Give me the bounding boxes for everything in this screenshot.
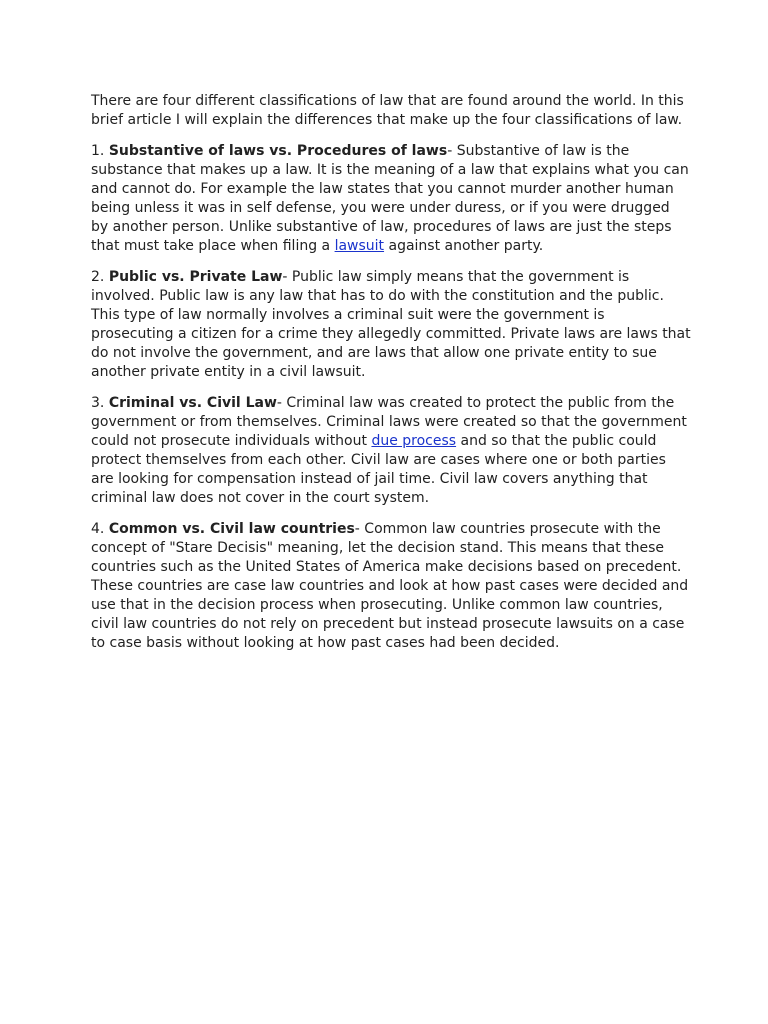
section-criminal-vs-civil <box>91 394 691 508</box>
section-number: 1. <box>91 143 109 159</box>
section-text-after-link: and so that the public could protect themselves from each other. Civil law are cases where one or both parties are looking for compensation instead of jail time. Civil law covers anything that criminal law does not cover in the court system. <box>91 433 666 506</box>
section-term: Common vs. Civil law countries <box>108 521 355 537</box>
section-common-vs-civil-countries <box>91 520 691 653</box>
section-term: Substantive of laws vs. Procedures of laws <box>108 143 448 159</box>
section-text: - Common law countries prosecute with the concept of "Stare Decisis" meaning, let the decision stand. This means that these countries such as the United States of America make decisions based on precedent. These countries are case law countries and look at how past cases were decided and use that in the decision process when prosecuting. Unlike common law countries, civil law countries do not rely on precedent but instead prosecute lawsuits on a case to case basis without looking at how past cases had been decided. <box>91 521 689 651</box>
section-term: Public vs. Private Law <box>108 269 283 285</box>
intro-paragraph: There are four different classifications of law that are found around the world. In this brief article I will explain the differences that make up the four classifications of law. <box>91 93 684 128</box>
lawsuit-link[interactable]: lawsuit <box>334 238 385 254</box>
document-body <box>91 92 691 665</box>
section-public-vs-private <box>91 268 691 382</box>
due-process-link[interactable]: due process <box>371 433 457 449</box>
section-text: - Criminal law was created to protect the public from the government or from themselves. Criminal laws were created so that the government could not prosecute individuals without <box>91 395 687 449</box>
section-text: - Substantive of law is the substance that makes up a law. It is the meaning of a law that explains what you can and cannot do. For example the law states that you cannot murder another human being unless it was in self defense, you were under duress, or if you were drugged by another person. Unlike substantive of law, procedures of laws are just the steps that must take place when filing a <box>91 143 689 254</box>
section-term: Criminal vs. Civil Law <box>108 395 277 411</box>
section-text: - Public law simply means that the government is involved. Public law is any law that has to do with the constitution and the public. This type of law normally involves a criminal suit were the government is prosecuting a citizen for a crime they allegedly committed. Private laws are laws that do not involve the government, and are laws that allow one private entity to sue another private entity in a civil lawsuit. <box>91 269 691 380</box>
section-number: 3. <box>91 395 109 411</box>
section-substantive-vs-procedural <box>91 142 691 256</box>
section-text-after-link: against another party. <box>384 238 544 254</box>
section-number: 2. <box>91 269 109 285</box>
section-number: 4. <box>91 521 109 537</box>
